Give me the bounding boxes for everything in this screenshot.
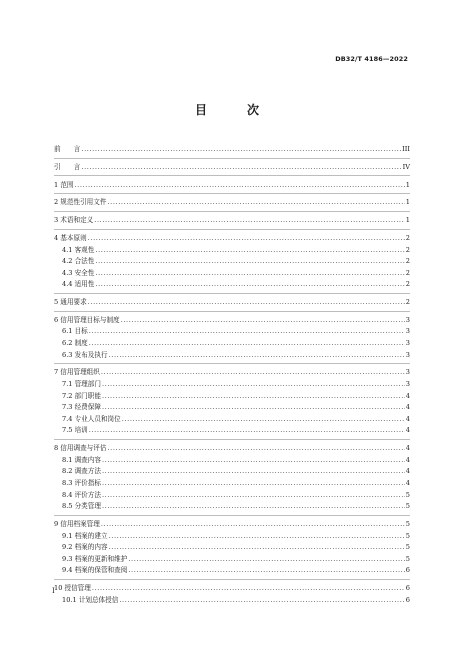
toc-entry[interactable]	[54, 595, 410, 607]
toc-entry-page: 1	[405, 216, 410, 225]
toc-entry-label: 2 规范性引用文件	[54, 198, 107, 207]
toc-entry-page: 3	[405, 327, 410, 336]
toc-entry-label: 10.1 计划总体授信	[62, 595, 119, 604]
toc-entry[interactable]	[54, 490, 410, 502]
toc-entry-page: 6	[405, 595, 410, 604]
toc-entry-label: 4.3 安全性	[62, 268, 95, 277]
toc-entry-page: 2	[405, 280, 410, 289]
toc-entry-page: 4	[405, 391, 410, 400]
toc-entry-label: 9.4 档案的保管和查阅	[62, 566, 128, 575]
dot-leader	[88, 233, 405, 245]
toc-entry-label: 9 信用档案管理	[54, 519, 100, 528]
toc-entry-page: 5	[405, 543, 410, 552]
toc-entry-label: 4.4 适用性	[62, 280, 95, 289]
toc-entry[interactable]	[54, 501, 410, 513]
divider	[54, 193, 410, 195]
toc-entry-label: 8.2 调查方法	[62, 467, 101, 476]
toc-entry-page: 4	[405, 426, 410, 435]
toc-entry-page: 3	[405, 368, 410, 377]
toc-entry-page: 5	[405, 554, 410, 563]
toc-entry[interactable]	[54, 367, 410, 379]
toc-entry[interactable]	[54, 268, 410, 280]
dot-leader	[109, 542, 405, 554]
dot-leader	[94, 215, 405, 227]
page-title: 目 次	[194, 103, 273, 117]
toc-entry-page: 5	[405, 502, 410, 511]
toc-entry-page: 5	[405, 490, 410, 499]
toc-entry[interactable]	[54, 379, 410, 391]
toc-entry-page: 3	[405, 380, 410, 388]
toc-entry-label: 7.2 部门职能	[62, 391, 101, 400]
divider	[54, 158, 410, 160]
dot-leader	[95, 245, 404, 257]
toc-entry-label: 10 授信管理	[54, 584, 91, 593]
toc-entry-label: 8.3 评价指标	[62, 478, 101, 487]
toc-entry[interactable]	[54, 197, 410, 209]
toc-entry-label: 4.1 客观性	[62, 245, 95, 254]
dot-leader	[102, 466, 405, 478]
divider	[54, 311, 410, 313]
dot-leader	[101, 519, 405, 531]
toc-entry-page: 4	[405, 455, 410, 464]
divider	[54, 175, 410, 177]
toc-entry-page: 1	[405, 180, 410, 189]
toc-entry[interactable]	[54, 466, 410, 478]
toc-entry[interactable]	[54, 391, 410, 403]
toc-entry-label: 8.1 调查内容	[62, 455, 101, 464]
dot-leader	[89, 338, 405, 350]
divider	[54, 439, 410, 441]
toc-entry-label: 5 通用要求	[54, 298, 87, 307]
toc-entry-page: 6	[405, 566, 410, 575]
toc-entry-label: 8 信用调查与评估	[54, 444, 107, 453]
toc-entry[interactable]	[54, 565, 410, 577]
toc-entry-label: 7.5 培训	[62, 426, 88, 435]
dot-leader	[81, 144, 401, 156]
toc-entry-label: 7 信用管理组织	[54, 368, 100, 377]
toc-entry-label: 引 言	[54, 162, 81, 171]
page-number: I	[52, 587, 55, 595]
divider	[54, 363, 410, 365]
toc-entry-page: 3	[405, 339, 410, 348]
divider	[54, 211, 410, 213]
table-of-contents	[54, 144, 410, 606]
toc-entry-page: 2	[405, 268, 410, 277]
toc-entry[interactable]	[54, 180, 410, 192]
toc-entry-page: 4	[405, 414, 410, 423]
dot-leader	[102, 455, 405, 467]
toc-entry[interactable]	[54, 338, 410, 350]
toc-entry-page: 5	[405, 519, 410, 528]
toc-entry-label: 7.3 经费保障	[62, 403, 101, 412]
toc-entry[interactable]	[54, 350, 410, 362]
dot-leader	[128, 565, 404, 577]
toc-entry[interactable]	[54, 425, 410, 437]
toc-entry-label: 4.2 合法性	[62, 257, 95, 266]
dot-leader	[107, 197, 404, 209]
dot-leader	[119, 595, 404, 607]
dot-leader	[89, 425, 405, 437]
toc-entry-page: 4	[405, 444, 410, 453]
divider	[54, 515, 410, 517]
toc-entry[interactable]	[54, 326, 410, 338]
toc-entry[interactable]	[54, 554, 410, 566]
toc-entry-page: 2	[405, 245, 410, 254]
toc-entry-page: 6	[405, 584, 410, 593]
toc-entry[interactable]	[54, 455, 410, 467]
dot-leader	[102, 478, 405, 490]
toc-entry-label: 1 范围	[54, 180, 74, 189]
dot-leader	[101, 367, 405, 379]
dot-leader	[89, 326, 405, 338]
toc-entry-label: 7.1 管理部门	[62, 380, 101, 388]
toc-entry-page: 4	[405, 403, 410, 412]
toc-entry[interactable]	[54, 256, 410, 268]
toc-entry-label: 6.2 制度	[62, 339, 88, 348]
toc-entry-label: 6.1 目标	[62, 327, 88, 336]
toc-entry-page: 5	[405, 531, 410, 540]
toc-entry-label: 8.5 分类管理	[62, 502, 101, 511]
toc-entry-page: IV	[402, 162, 410, 171]
dot-leader	[95, 268, 404, 280]
dot-leader	[109, 350, 405, 362]
dot-leader	[102, 379, 405, 391]
divider	[54, 229, 410, 231]
dot-leader	[95, 256, 404, 268]
toc-entry-label: 3 术语和定义	[54, 216, 94, 225]
toc-entry[interactable]	[54, 414, 410, 426]
toc-entry-page: 2	[405, 233, 410, 242]
toc-entry[interactable]	[54, 478, 410, 490]
toc-entry[interactable]	[54, 215, 410, 227]
dot-leader	[102, 490, 405, 502]
toc-entry-label: 9.1 档案的建立	[62, 531, 108, 540]
toc-entry-page: 3	[405, 350, 410, 359]
toc-entry-label: 9.3 档案的更新和维护	[62, 554, 128, 563]
toc-entry-label: 9.2 档案的内容	[62, 543, 108, 552]
dot-leader	[102, 501, 405, 513]
toc-entry-label: 4 基本原则	[54, 233, 87, 242]
toc-entry[interactable]	[54, 519, 410, 531]
dot-leader	[81, 162, 401, 174]
toc-entry-label: 6.3 发布及执行	[62, 350, 108, 359]
dot-leader	[109, 531, 405, 543]
dot-leader	[122, 414, 405, 426]
toc-entry[interactable]	[54, 402, 410, 414]
toc-entry-page: 4	[405, 467, 410, 476]
toc-entry-page: 2	[405, 298, 410, 307]
toc-entry-page: III	[402, 145, 410, 153]
dot-leader	[92, 583, 405, 595]
dot-leader	[107, 443, 404, 455]
dot-leader	[102, 391, 405, 403]
dot-leader	[121, 315, 405, 327]
dot-leader	[128, 554, 404, 566]
toc-entry[interactable]	[54, 144, 410, 156]
toc-entry[interactable]	[54, 162, 410, 174]
toc-entry[interactable]	[54, 245, 410, 257]
toc-entry[interactable]	[54, 542, 410, 554]
toc-entry-label: 前 言	[54, 145, 81, 153]
document-code: DB32/T 4186—2022	[335, 55, 408, 63]
toc-entry[interactable]	[54, 583, 410, 595]
toc-entry-label: 8.4 评价方法	[62, 490, 101, 499]
dot-leader	[102, 402, 405, 414]
toc-entry[interactable]	[54, 443, 410, 455]
toc-entry[interactable]	[54, 297, 410, 309]
toc-entry[interactable]	[54, 531, 410, 543]
divider	[54, 579, 410, 581]
toc-entry[interactable]	[54, 233, 410, 245]
divider	[54, 293, 410, 295]
toc-entry-label: 7.4 专业人员和岗位	[62, 414, 121, 423]
toc-entry[interactable]	[54, 315, 410, 327]
toc-entry-page: 2	[405, 257, 410, 266]
toc-entry-page: 1	[405, 198, 410, 207]
dot-leader	[74, 180, 404, 192]
toc-entry[interactable]	[54, 279, 410, 291]
dot-leader	[95, 279, 404, 291]
dot-leader	[88, 297, 405, 309]
toc-entry-page: 4	[405, 478, 410, 487]
toc-entry-label: 6 信用管理目标与制度	[54, 315, 120, 324]
toc-entry-page: 3	[405, 315, 410, 324]
